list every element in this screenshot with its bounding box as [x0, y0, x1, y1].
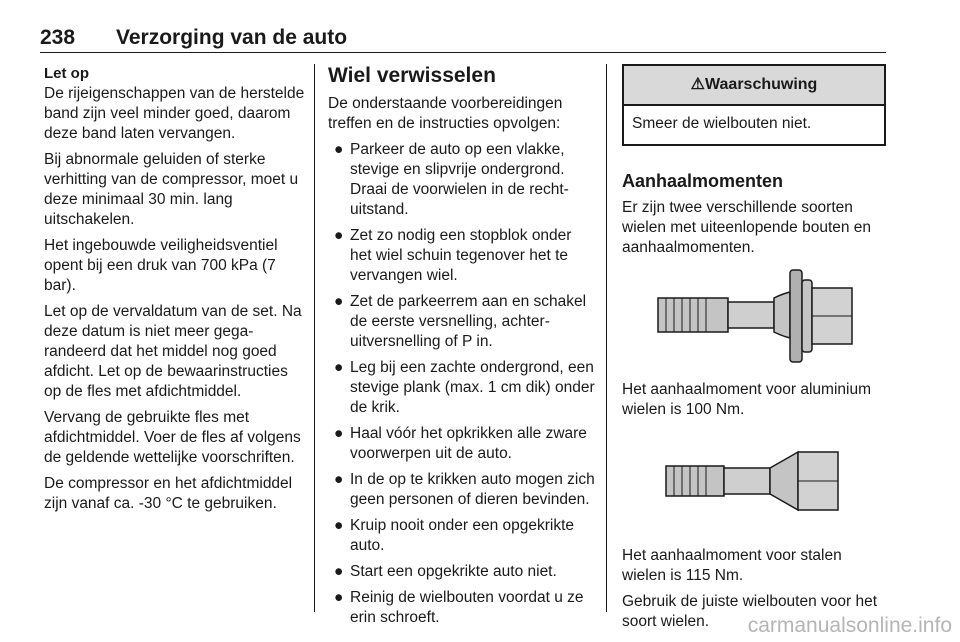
bullet-icon: ●	[334, 589, 344, 606]
warning-title: Waarschuwing	[705, 76, 818, 93]
note-paragraph: Let op de vervaldatum van de set. Na deze datum is niet meer gegarandeerd dat het middel nog goed afdicht. Let op de bewaarinstructies op de fles met afdichtmiddel.	[44, 303, 302, 400]
list-item: ● Haal vóór het opkrikken alle zware voorwerpen uit de auto.	[334, 425, 587, 462]
list-item: ● Kruip nooit onder een opgekrikte auto.	[334, 517, 575, 554]
note-column	[44, 64, 306, 520]
bullet-icon: ●	[334, 227, 344, 244]
bullet-icon: ●	[334, 517, 344, 534]
note-paragraph: Vervang de gebruikte fles met afdichtmiddel. Voer de fles af volgens de geldende wettelijke voorschriften.	[44, 409, 301, 466]
aluminium-torque-text: Het aanhaalmoment voor aluminium wielen is 100 Nm.	[622, 381, 871, 418]
bullet-icon: ●	[334, 425, 344, 442]
list-item: ● Reinig de wielbouten voordat u ze erin schroeft.	[334, 589, 584, 626]
instruction-list	[328, 140, 596, 628]
note-paragraph: Bij abnormale geluiden of sterke verhitting van de compressor, moet u deze minimaal 30 min. lang uitschakelen.	[44, 151, 299, 228]
bullet-icon: ●	[334, 563, 344, 580]
wheel-change-column	[328, 64, 596, 634]
bullet-icon: ●	[334, 293, 344, 310]
column-divider	[606, 64, 607, 612]
section-intro: Er zijn twee verschillende soorten wielen met uiteenlopende bouten en aanhaalmomenten.	[622, 199, 872, 256]
page-title: Verzorging van de auto	[116, 26, 348, 49]
list-item: ● Zet de parkeerrem aan en schakel de eerste versnelling, achteruitversnelling of P in.	[334, 293, 587, 350]
warning-text: Smeer de wielbouten niet.	[632, 115, 812, 132]
aluminium-wheel-bolt-image	[622, 266, 884, 366]
list-item: ● Zet zo nodig een stopblok onder het wiel schuin tegenover het te vervangen wiel.	[334, 227, 572, 284]
wheel-bolt-with-washer-icon	[622, 266, 884, 366]
wheel-bolt-conical-icon	[622, 432, 884, 532]
bullet-icon: ●	[334, 471, 344, 488]
section-heading: Wiel verwisselen	[328, 64, 496, 87]
note-paragraph: De compressor en het afdichtmiddel zijn vanaf ca. -30 °C te gebruiken.	[44, 475, 293, 512]
warning-box	[622, 64, 886, 146]
steel-torque-text: Het aanhaalmoment voor stalen wielen is 115 Nm.	[622, 547, 842, 584]
steel-wheel-bolt-image	[622, 432, 884, 532]
list-item: ● Parkeer de auto op een vlakke, stevige en slipvrije ondergrond. Draai de voorwielen in de rechtuitstand.	[334, 141, 569, 218]
warning-header	[624, 66, 884, 106]
note-paragraph: Het ingebouwde veiligheidsventiel opent bij een druk van 700 kPa (7 bar).	[44, 237, 278, 294]
section-intro: De onderstaande voorbereidingen treffen en de instructies opvolgen:	[328, 95, 563, 132]
list-item: ● In de op te krikken auto mogen zich geen personen of dieren bevinden.	[334, 471, 595, 508]
final-instruction: Gebruik de juiste wielbouten voor het soort wielen.	[622, 593, 878, 630]
page-number: 238	[40, 26, 76, 49]
bullet-icon: ●	[334, 359, 344, 376]
list-item: ● Start een opgekrikte auto niet.	[334, 563, 557, 580]
warning-icon: ⚠	[690, 76, 706, 93]
note-paragraph: De rijeigenschappen van de herstelde band zijn veel minder goed, daarom deze band laten vervangen.	[44, 85, 305, 142]
watermark: carmanualsonline.info	[747, 614, 952, 637]
page-header	[40, 26, 886, 53]
torque-column	[622, 64, 886, 638]
list-item: ● Leg bij een zachte ondergrond, een stevige plank (max. 1 cm dik) onder de krik.	[334, 359, 595, 416]
note-title: Let op	[44, 65, 89, 82]
column-divider	[314, 64, 315, 612]
section-heading: Aanhaalmomenten	[622, 171, 784, 191]
bullet-icon: ●	[334, 141, 344, 158]
